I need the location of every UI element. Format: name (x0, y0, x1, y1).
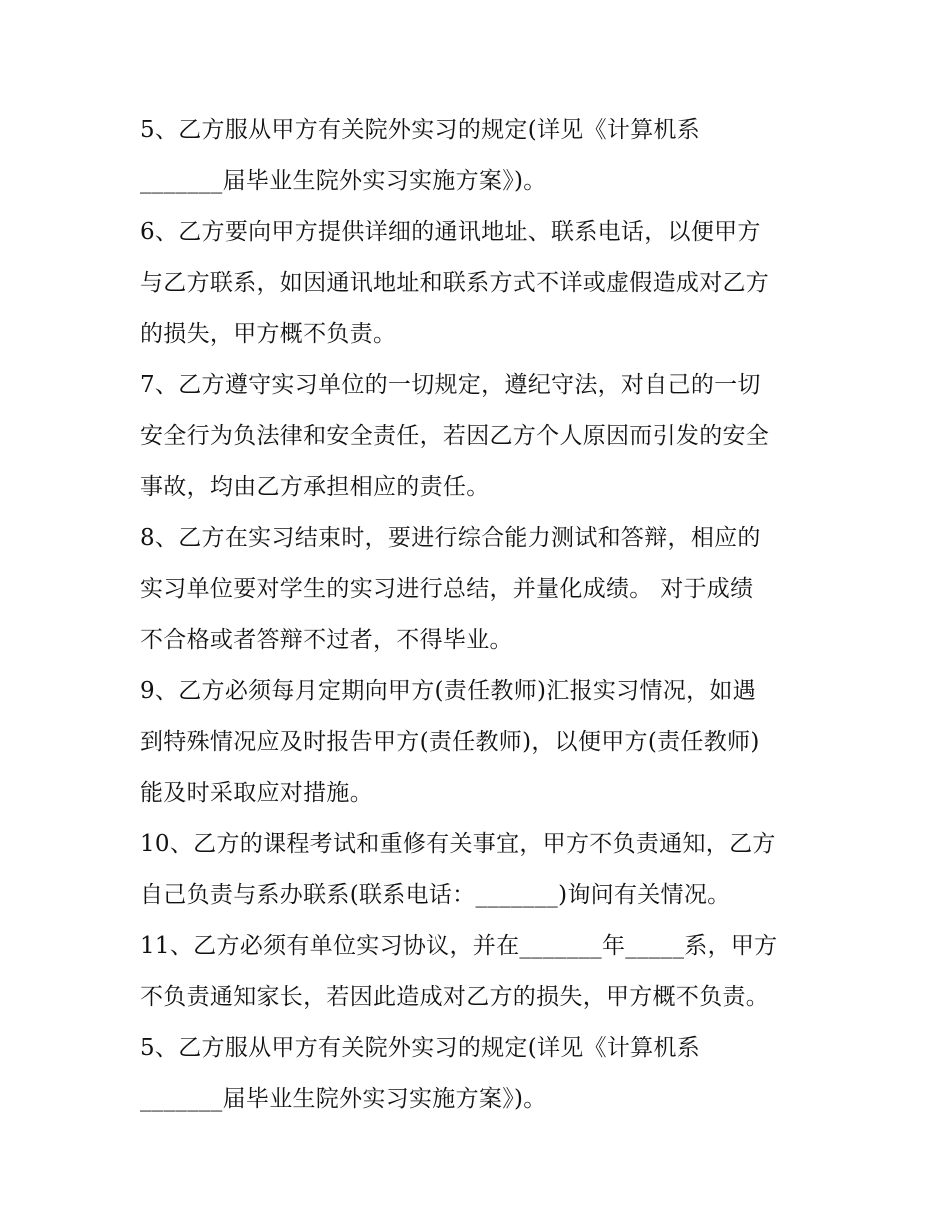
text-line: 实习单位要对学生的实习进行总结，并量化成绩。 对于成绩 (140, 576, 754, 602)
text-line: _______届毕业生院外实习实施方案》)。 (140, 168, 547, 194)
text-line: 的损失，甲方概不负责。 (140, 321, 397, 347)
text-line: 不合格或者答辩不过者，不得毕业。 (140, 627, 513, 653)
text-line: 事故，均由乙方承担相应的责任。 (140, 474, 490, 500)
text-line: 6、乙方要向甲方提供详细的通讯地址、联系电话，以便甲方 (140, 219, 761, 245)
text-line: 不负责通知家长，若因此造成对乙方的损失，甲方概不负责。 (140, 984, 770, 1010)
text-line: 5、乙方服从甲方有关院外实习的规定(详见《计算机系 (140, 1035, 701, 1061)
text-line: 安全行为负法律和安全责任，若因乙方个人原因而引发的安全 (140, 423, 770, 449)
text-line: 7、乙方遵守实习单位的一切规定，遵纪守法，对自己的一切 (140, 372, 761, 398)
text-line: 10、乙方的课程考试和重修有关事宜，甲方不负责通知，乙方 (140, 831, 776, 857)
text-line: 5、乙方服从甲方有关院外实习的规定(详见《计算机系 (140, 117, 701, 143)
document-body (140, 105, 820, 1125)
text-line: 自己负责与系办联系(联系电话：_______)询问有关情况。 (140, 882, 731, 908)
text-line: _______届毕业生院外实习实施方案》)。 (140, 1086, 547, 1112)
text-line: 8、乙方在实习结束时，要进行综合能力测试和答辩，相应的 (140, 525, 761, 551)
text-line: 9、乙方必须每月定期向甲方(责任教师)汇报实习情况，如遇 (140, 678, 756, 704)
text-line: 能及时采取应对措施。 (140, 780, 373, 806)
text-line: 与乙方联系，如因通讯地址和联系方式不详或虚假造成对乙方 (140, 270, 770, 296)
text-line: 11、乙方必须有单位实习协议，并在_______年_____系，甲方 (140, 933, 778, 959)
text-line: 到特殊情况应及时报告甲方(责任教师)，以便甲方(责任教师) (140, 729, 760, 755)
